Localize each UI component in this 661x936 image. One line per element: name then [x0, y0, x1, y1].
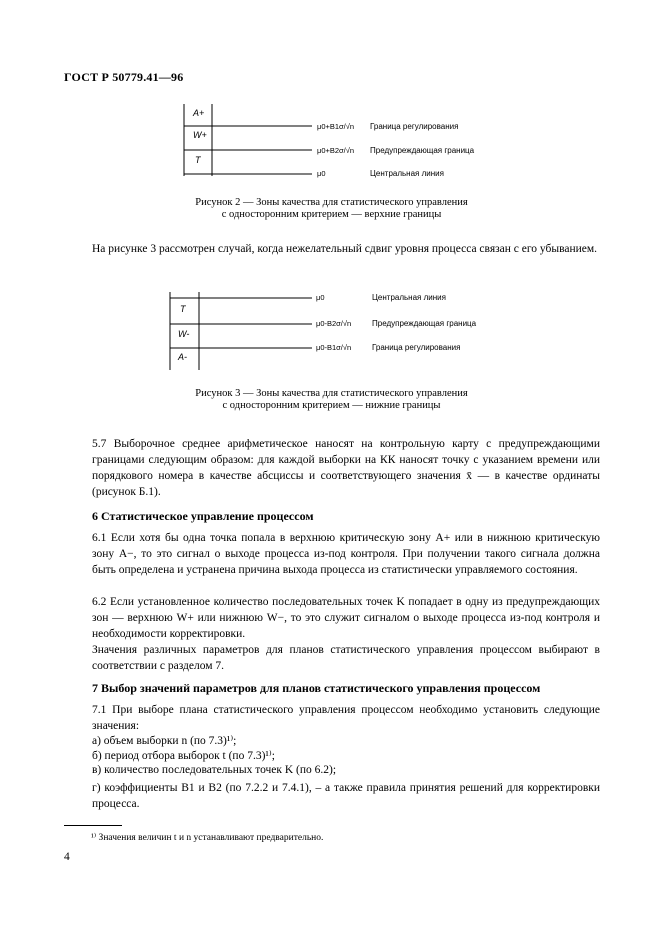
zone-label-target: T	[195, 155, 201, 165]
paragraph-5-7: 5.7 Выборочное среднее арифметическое наносят на контрольную карту с предупреждающими границами следующим образом: для каждой выборки на КК наносят точку с указанием времени или порядкового номера в качестве абсциссы и соответствующего значения x̄ — в качестве ординаты (рисунок Б.1).	[92, 438, 600, 498]
zone-label-target: T	[180, 304, 186, 314]
paragraph-6-3: Значения различных параметров для планов статистического управления процессом выбирают в соответствии с разделом 7.	[92, 644, 600, 672]
figure-3-caption-line2: с односторонним критерием — нижние границы	[222, 400, 441, 411]
list-item-d: г) коэффициенты B1 и B2 (по 7.2.2 и 7.4.1), – а также правила принятия решений для корректировки процесса.	[92, 782, 600, 810]
label-center-line: Центральная линия	[372, 293, 446, 302]
formula-warning-limit: μ0-B2σ/√n	[316, 319, 352, 328]
zone-label-lower-action: A-	[178, 352, 187, 362]
list-item-b: б) период отбора выборок t (по 7.3)¹⁾;	[92, 750, 275, 762]
formula-center-line: μ0	[316, 293, 325, 302]
figure-3	[166, 288, 506, 374]
formula-action-limit: μ0-B1σ/√n	[316, 343, 352, 352]
label-action-limit: Граница регулирования	[372, 343, 461, 352]
label-warning-limit: Предупреждающая граница	[370, 146, 475, 155]
figure-2	[180, 100, 500, 184]
footnote: ¹⁾ Значения величин t и n устанавливают предварительно.	[91, 833, 324, 843]
page-number: 4	[64, 851, 70, 863]
zone-label-upper-action: A+	[193, 108, 205, 118]
section-7-heading: 7 Выбор значений параметров для планов статистического управления процессом	[92, 681, 541, 695]
list-item-c: в) количество последовательных точек K (по 6.2);	[92, 764, 337, 776]
zone-label-upper-warning: W+	[193, 130, 207, 140]
paragraph-6-2: 6.2 Если установленное количество последовательных точек K попадает в одну из предупреждающих зон — верхнюю W+ или нижнюю W−, то это служит сигналом о выходе процесса из-под контроля и необходимости корректировки.	[92, 596, 600, 640]
figure-3-caption	[150, 388, 513, 412]
formula-center-line: μ0	[317, 169, 326, 178]
section-6-heading: 6 Статистическое управление процессом	[92, 509, 314, 523]
figure-2-caption-line2: с односторонним критерием — верхние границы	[221, 209, 442, 220]
paragraph-7-1: 7.1 При выборе плана статистического управления процессом необходимо установить следующие значения:	[92, 704, 600, 732]
figure-2-caption	[150, 197, 513, 221]
list-item-a: а) объем выборки n (по 7.3)¹⁾;	[92, 735, 237, 747]
figure-2-caption-line1: Рисунок 2 — Зоны качества для статистического управления	[195, 197, 468, 208]
label-action-limit: Граница регулирования	[370, 122, 459, 131]
formula-warning-limit: μ0+B2σ/√n	[317, 146, 355, 155]
figure-2-diagram	[180, 100, 500, 184]
intro-figure-3: На рисунке 3 рассмотрен случай, когда нежелательный сдвиг уровня процесса связан с его убыванием.	[92, 243, 598, 255]
paragraph-6-1: 6.1 Если хотя бы одна точка попала в верхнюю критическую зону A+ или в нижнюю критическую зону A−, то это сигнал о выходе процесса из-под контроля. При получении такого сигнала должна быть определена и устранена причина выхода процесса из статистически управляемого состояния.	[92, 532, 600, 576]
label-center-line: Центральная линия	[370, 169, 444, 178]
figure-3-diagram	[166, 288, 506, 374]
label-warning-limit: Предупреждающая граница	[372, 319, 477, 328]
formula-action-limit: μ0+B1σ/√n	[317, 122, 355, 131]
figure-3-caption-line1: Рисунок 3 — Зоны качества для статистического управления	[195, 388, 468, 399]
zone-label-lower-warning: W-	[178, 329, 190, 339]
document-header: ГОСТ Р 50779.41—96	[64, 70, 184, 84]
footnote-divider	[64, 825, 122, 826]
